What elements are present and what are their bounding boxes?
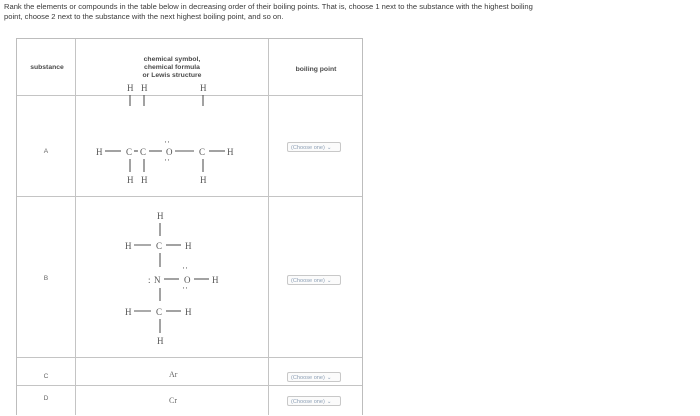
atom-c: C — [199, 147, 206, 157]
select-value: (Choose one) — [291, 375, 325, 381]
substance-label-d: D — [43, 395, 49, 402]
atom-h: H — [200, 83, 207, 93]
atom-h: H — [185, 241, 192, 251]
lone-pair: : — [148, 275, 151, 285]
atom-h: H — [212, 275, 219, 285]
atom-h: H — [127, 83, 134, 93]
boiling-point-select-a[interactable] — [287, 142, 341, 152]
instructions-line-2: point, choose 2 next to the substance with the next highest boiling point, and so on. — [4, 12, 284, 21]
boiling-point-select-b[interactable] — [287, 275, 341, 285]
molecule-b — [125, 211, 219, 346]
atom-o: O — [166, 147, 173, 157]
atom-h: H — [125, 241, 132, 251]
chevron-down-icon: ⌄ — [326, 399, 332, 405]
lone-pair: ·· — [182, 283, 188, 293]
atom-h: H — [157, 211, 164, 221]
atom-n: N — [154, 275, 161, 285]
ranking-table — [16, 38, 363, 415]
atom-h: H — [141, 83, 148, 93]
atom-h: H — [200, 175, 207, 185]
atom-h: H — [185, 307, 192, 317]
instructions — [4, 2, 698, 22]
boiling-point-select-c[interactable] — [287, 372, 341, 382]
atom-h: H — [157, 336, 164, 346]
chevron-down-icon: ⌄ — [326, 278, 332, 284]
atom-h: H — [127, 175, 134, 185]
atom-c: C — [156, 241, 163, 251]
substance-label-b: B — [43, 275, 49, 282]
instructions-line-1: Rank the elements or compounds in the table below in decreasing order of their boiling points. That is, choose 1 next to the substance with the highest boiling — [4, 2, 533, 11]
atom-c: C — [140, 147, 147, 157]
atom-h: H — [125, 307, 132, 317]
atom-h: H — [141, 175, 148, 185]
header-structure-line-2: chemical formula — [144, 64, 200, 71]
chevron-down-icon: ⌄ — [326, 375, 332, 381]
header-boiling-point: boiling point — [295, 66, 337, 73]
boiling-point-select-d[interactable] — [287, 396, 341, 406]
chevron-down-icon: ⌄ — [326, 145, 332, 151]
select-value: (Choose one) — [291, 399, 325, 405]
atom-c: C — [126, 147, 133, 157]
header-structure-line-1: chemical symbol, — [143, 56, 201, 63]
atom-o: O — [184, 275, 191, 285]
lone-pair: ·· — [164, 137, 170, 147]
lone-pair: ·· — [164, 155, 170, 165]
substance-label-a: A — [43, 148, 49, 155]
atom-h: H — [227, 147, 234, 157]
formula-ar: Ar — [169, 370, 178, 379]
lewis-structure-a — [17, 39, 364, 416]
select-value: (Choose one) — [291, 145, 325, 151]
atom-h: H — [96, 147, 103, 157]
atom-c: C — [156, 307, 163, 317]
header-substance: substance — [30, 64, 64, 71]
molecule-a — [96, 83, 234, 185]
select-value: (Choose one) — [291, 278, 325, 284]
substance-label-c: C — [43, 373, 49, 380]
header-structure-line-3: or Lewis structure — [142, 72, 202, 79]
lone-pair: ·· — [182, 263, 188, 273]
formula-cr: Cr — [169, 396, 177, 405]
